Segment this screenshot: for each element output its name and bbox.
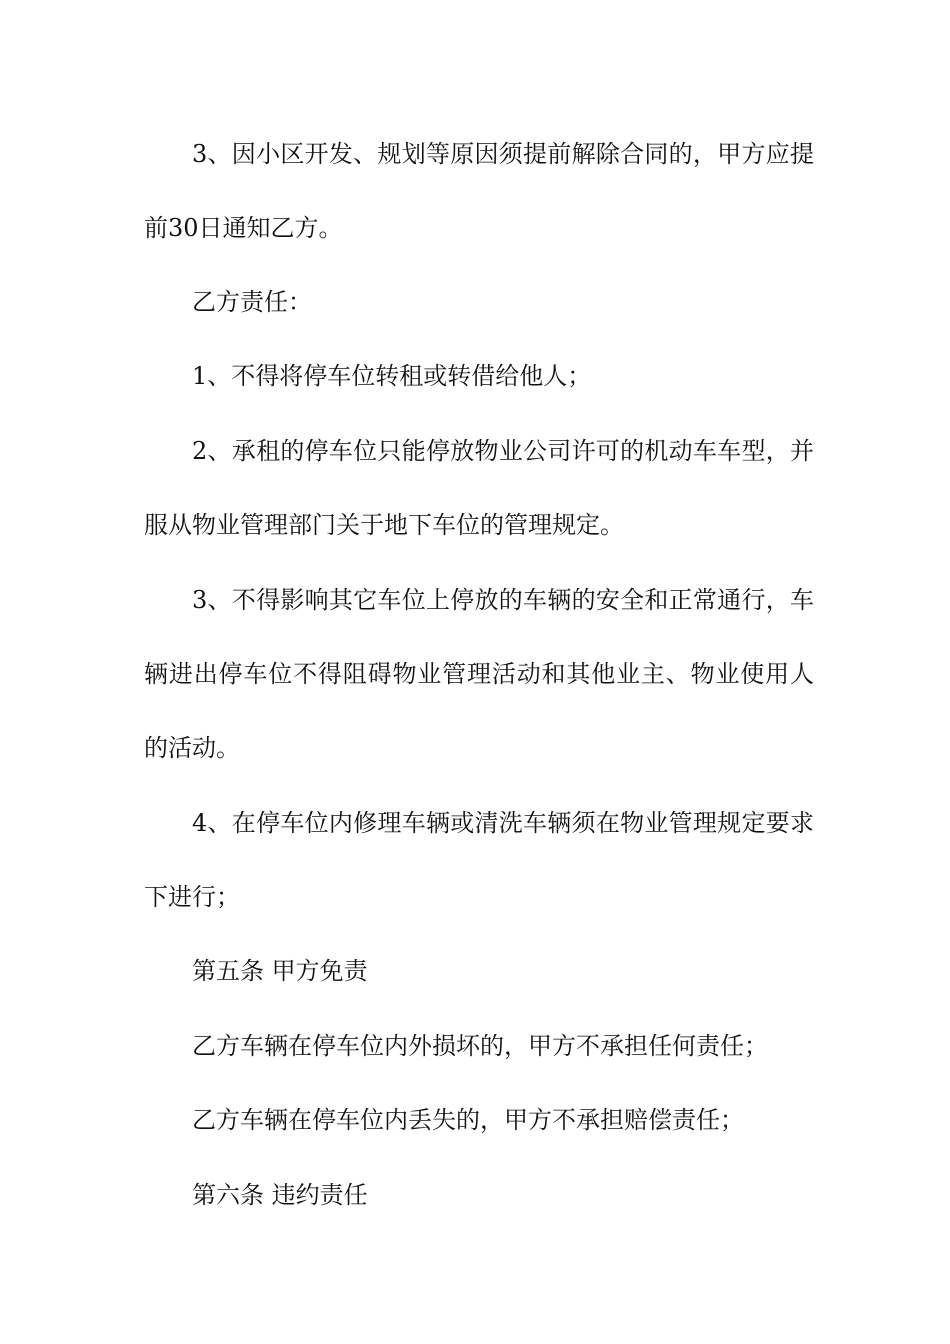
text-line: 2、承租的停车位只能停放物业公司许可的机动车车型，并 [192, 437, 814, 465]
text-line: 4、在停车位内修理车辆或清洗车辆须在物业管理规定要求 [192, 809, 814, 837]
text-line: 服从物业管理部门关于地下车位的管理规定。 [144, 511, 624, 539]
text-line: 的活动。 [144, 734, 240, 762]
text-line: 前30日通知乙方。 [144, 214, 343, 242]
section-heading: 第六条 违约责任 [192, 1181, 368, 1209]
text-line: 3、不得影响其它车位上停放的车辆的安全和正常通行，车 [192, 586, 814, 614]
text-line: 下进行； [144, 883, 240, 911]
text-line: 乙方责任： [192, 288, 312, 316]
text-line: 1、不得将停车位转租或转借给他人； [192, 362, 592, 390]
section-heading: 第五条 甲方免责 [192, 957, 368, 985]
text-line: 辆进出停车位不得阻碍物业管理活动和其他业主、物业使用人 [144, 660, 814, 688]
text-line: 乙方车辆在停车位内外损坏的，甲方不承担任何责任； [192, 1032, 768, 1060]
text-line: 3、因小区开发、规划等原因须提前解除合同的，甲方应提 [192, 140, 814, 168]
text-line: 乙方车辆在停车位内丢失的，甲方不承担赔偿责任； [192, 1106, 744, 1134]
